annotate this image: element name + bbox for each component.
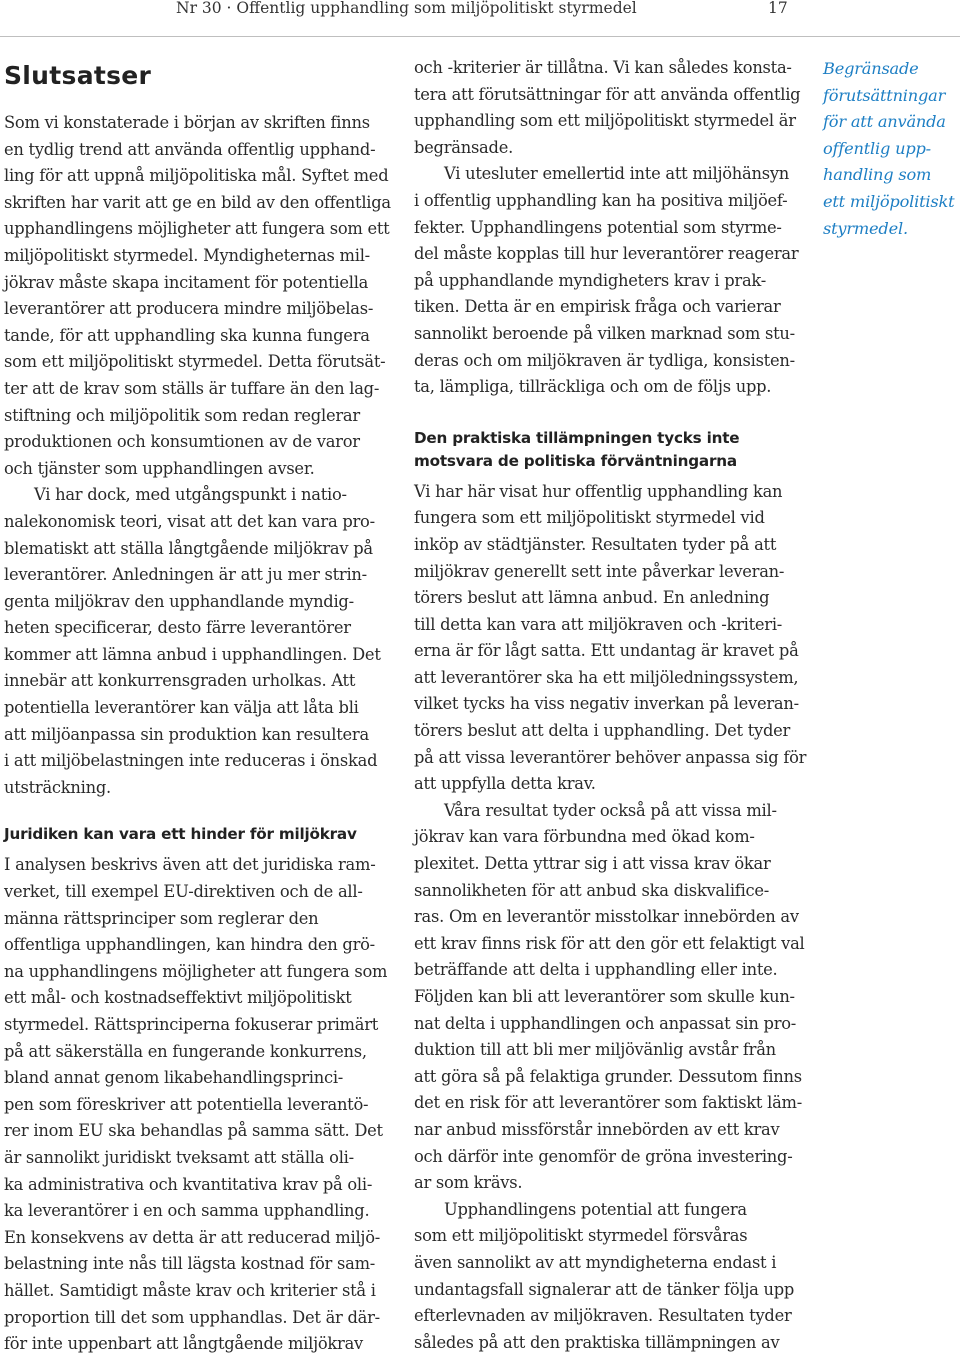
- text-line: ett krav finns risk för att den gör ett felaktigt val: [414, 933, 805, 953]
- text-line: Vi har dock, med utgångspunkt i natio-: [34, 485, 347, 505]
- text-line: styrmedel.: [823, 218, 908, 238]
- text-line: att miljöanpassa sin produktion kan resultera: [4, 724, 369, 744]
- text-line: i offentlig upphandling kan ha positiva miljöef-: [414, 190, 788, 210]
- section-heading: Slutsatser: [4, 61, 152, 90]
- text-line: på att vissa leverantörer behöver anpassa sig för: [414, 747, 807, 767]
- text-line: att göra så på felaktiga grunder. Dessutom finns: [414, 1066, 802, 1086]
- text-line: Begränsade: [823, 59, 919, 78]
- text-line: som ett miljöpolitiskt styrmedel försvåras: [414, 1226, 748, 1246]
- text-line: ett mål- och kostnadseffektivt miljöpolitiskt: [4, 988, 352, 1008]
- right-paragraph-4: [414, 798, 805, 1197]
- text-line: hället. Samtidigt måste krav och kriterier stå i: [4, 1280, 376, 1300]
- text-line: na upphandlingens möjligheter att fungera som: [4, 961, 388, 981]
- text-line: ka leverantörer i en och samma upphandling.: [4, 1201, 370, 1221]
- text-line: Vi har här visat hur offentlig upphandling kan: [414, 481, 783, 501]
- spacer: [414, 401, 786, 427]
- subsection-heading-right: [414, 427, 786, 473]
- text-line: sannolikt beroende på vilken marknad som stu-: [414, 323, 795, 343]
- text-line: tera att förutsättningar för att använda offentlig: [414, 84, 801, 104]
- text-line: är sannolikt juridiskt tveksamt att ställa oli-: [4, 1147, 354, 1167]
- right-column: [414, 55, 807, 1356]
- text-line: potentiella leverantörer kan välja att låta bli: [4, 698, 359, 718]
- text-line: innebär att konkurrensgraden urholkas. Att: [4, 671, 356, 691]
- text-line: miljöpolitiskt styrmedel. Myndigheternas mil-: [4, 245, 370, 265]
- text-line: till detta kan vara att miljökraven och -kriteri-: [414, 614, 783, 634]
- text-line: på att säkerställa en fungerande konkurrens,: [4, 1041, 367, 1061]
- text-line: således på att den praktiska tillämpningen av: [414, 1332, 780, 1352]
- text-line: produktionen och konsumtionen av de varor: [4, 432, 360, 452]
- text-line: begränsade.: [414, 137, 513, 157]
- text-line: i att miljöbelastningen inte reduceras i önskad: [4, 751, 378, 771]
- text-line: miljökrav generellt sett inte påverkar leveran-: [414, 561, 785, 581]
- text-line: fekter. Upphandlingens potential som styrme-: [414, 217, 782, 237]
- text-line: I analysen beskrivs även att det juridiska ram-: [4, 855, 376, 875]
- text-line: Upphandlingens potential att fungera: [444, 1199, 747, 1219]
- text-line: tiken. Detta är en empirisk fråga och varierar: [414, 297, 781, 317]
- text-line: handling som: [823, 165, 932, 185]
- text-line: beträffande att delta i upphandling eller inte.: [414, 960, 778, 980]
- text-line: att uppfylla detta krav.: [414, 774, 596, 794]
- text-line: ling för att uppnå miljöpolitiska mål. Syftet med: [4, 166, 389, 186]
- text-line: heten specificerar, desto färre leverantörer: [4, 618, 351, 638]
- page-number: 17: [768, 0, 788, 17]
- margin-pull-quote: [823, 56, 960, 242]
- text-line: leverantörer att producera mindre miljöbelas-: [4, 299, 374, 319]
- text-line: sannolikheten för att anbud ska diskvalifice-: [414, 880, 770, 900]
- text-line: Följden kan bli att leverantörer som skulle kun-: [414, 987, 795, 1006]
- text-line: även sannolikt av att myndigheterna endast i: [414, 1252, 777, 1272]
- text-line: förutsättningar: [823, 85, 946, 105]
- text-line: jökrav kan vara förbundna med ökad kom-: [414, 827, 755, 847]
- text-line: duktion till att bli mer miljövänlig avstår från: [414, 1040, 776, 1060]
- text-line: verket, till exempel EU-direktiven och de all-: [4, 882, 363, 902]
- text-line: ka administrativa och kvantitativa krav på oli-: [4, 1174, 373, 1194]
- text-line: för inte uppenbart att långtgående miljökrav: [4, 1334, 363, 1354]
- text-line: motsvara de politiska förväntningarna: [414, 451, 737, 470]
- text-line: törers beslut att delta i upphandling. Det tyder: [414, 721, 791, 741]
- text-line: stiftning och miljöpolitik som redan reglerar: [4, 405, 360, 425]
- text-line: undantagsfall signalerar att de tänker följa upp: [414, 1279, 795, 1299]
- left-paragraph-3: [4, 852, 388, 1357]
- text-line: inköp av städtjänster. Resultaten tyder på att: [414, 534, 777, 554]
- text-line: att leverantörer ska ha ett miljöledningssystem,: [414, 667, 799, 687]
- text-line: belastning inte nås till lägsta kostnad för sam-: [4, 1254, 376, 1274]
- text-line: ar som krävs.: [414, 1173, 523, 1193]
- spacer: [4, 801, 376, 823]
- text-line: erna är för lågt satta. Ett undantag är kravet på: [414, 641, 799, 661]
- text-line: genta miljökrav den upphandlande myndig-: [4, 591, 354, 611]
- text-line: plexitet. Detta yttrar sig i att vissa krav ökar: [414, 854, 771, 874]
- text-line: offentlig upp-: [823, 138, 931, 158]
- text-line: blematiskt att ställa långtgående miljökrav på: [4, 538, 373, 558]
- right-paragraph-1: [414, 55, 801, 161]
- text-line: rer inom EU ska behandlas på samma sätt. Det: [4, 1121, 383, 1141]
- text-line: efterlevnaden av miljökraven. Resultaten tyder: [414, 1306, 792, 1326]
- text-line: upphandlingens möjligheter att fungera som ett: [4, 219, 390, 239]
- left-paragraph-2: [4, 482, 381, 801]
- page-header: [0, 0, 960, 37]
- text-line: proportion till det som upphandlas. Det är där-: [4, 1307, 380, 1327]
- text-line: ett miljöpolitiskt: [823, 191, 955, 211]
- text-line: Vi utesluter emellertid inte att miljöhänsyn: [444, 164, 790, 184]
- right-paragraph-5: [414, 1197, 795, 1357]
- text-line: som ett miljöpolitiskt styrmedel. Detta förutsät-: [4, 352, 386, 372]
- text-line: bland annat genom likabehandlingsprinci-: [4, 1068, 344, 1088]
- text-line: deras och om miljökraven är tydliga, konsisten-: [414, 350, 795, 370]
- text-line: kommer att lämna anbud i upphandlingen. Det: [4, 644, 381, 664]
- text-line: och -kriterier är tillåtna. Vi kan således konsta-: [414, 58, 792, 77]
- running-title: Nr 30 · Offentlig upphandling som miljöpolitiskt styrmedel: [176, 0, 637, 17]
- left-column: [4, 56, 391, 1358]
- text-line: En konsekvens av detta är att reducerad miljö-: [4, 1227, 381, 1247]
- text-line: nat delta i upphandlingen och anpassat sin pro-: [414, 1013, 797, 1033]
- text-line: och därför inte genomför de gröna investering-: [414, 1146, 793, 1166]
- text-line: vilket tycks ha viss negativ inverkan på leveran-: [414, 694, 799, 714]
- text-line: på upphandlande myndigheters krav i prak-: [414, 270, 767, 290]
- subsection-heading: Juridiken kan vara ett hinder för miljökrav: [4, 825, 357, 844]
- text-line: skriften har varit att ge en bild av den offentliga: [4, 192, 391, 212]
- text-line: tande, för att upphandling ska kunna fungera: [4, 325, 370, 345]
- text-line: och tjänster som upphandlingen avser.: [4, 458, 315, 478]
- text-line: ter att de krav som ställs är tuffare än den lag-: [4, 378, 380, 398]
- text-line: styrmedel. Rättsprinciperna fokuserar primärt: [4, 1015, 379, 1034]
- right-paragraph-2: [414, 161, 799, 400]
- text-line: männa rättsprinciper som reglerar den: [4, 908, 319, 928]
- left-paragraph-1: [4, 110, 391, 482]
- text-line: nalekonomisk teori, visat att det kan vara pro-: [4, 511, 375, 531]
- text-line: en tydlig trend att använda offentlig upphand-: [4, 139, 376, 159]
- text-line: nar anbud missförstår innebörden av ett krav: [414, 1119, 780, 1139]
- text-line: Som vi konstaterade i början av skriften finns: [4, 113, 370, 132]
- text-line: del måste kopplas till hur leverantörer reagerar: [414, 244, 799, 264]
- text-line: törers beslut att lämna anbud. En anledning: [414, 588, 770, 608]
- text-line: det en risk för att leverantörer som faktiskt läm-: [414, 1093, 802, 1113]
- text-line: pen som föreskriver att potentiella leverantö-: [4, 1094, 369, 1114]
- text-line: utsträckning.: [4, 777, 111, 797]
- text-line: ta, lämpliga, tillräckliga och om de följs upp.: [414, 377, 772, 397]
- text-line: för att använda: [823, 112, 946, 132]
- text-line: fungera som ett miljöpolitiskt styrmedel vid: [414, 508, 765, 528]
- text-line: ras. Om en leverantör misstolkar innebörden av: [414, 907, 799, 927]
- text-line: Den praktiska tillämpningen tycks inte: [414, 428, 740, 447]
- text-line: jökrav måste skapa incitament för potentiella: [4, 272, 369, 292]
- text-line: leverantörer. Anledningen är att ju mer strin-: [4, 565, 367, 585]
- text-line: upphandling som ett miljöpolitiskt styrmedel är: [414, 111, 796, 131]
- right-paragraph-3: [414, 479, 807, 798]
- text-line: Våra resultat tyder också på att vissa mil-: [444, 800, 777, 820]
- text-line: offentliga upphandlingen, kan hindra den grö-: [4, 935, 375, 955]
